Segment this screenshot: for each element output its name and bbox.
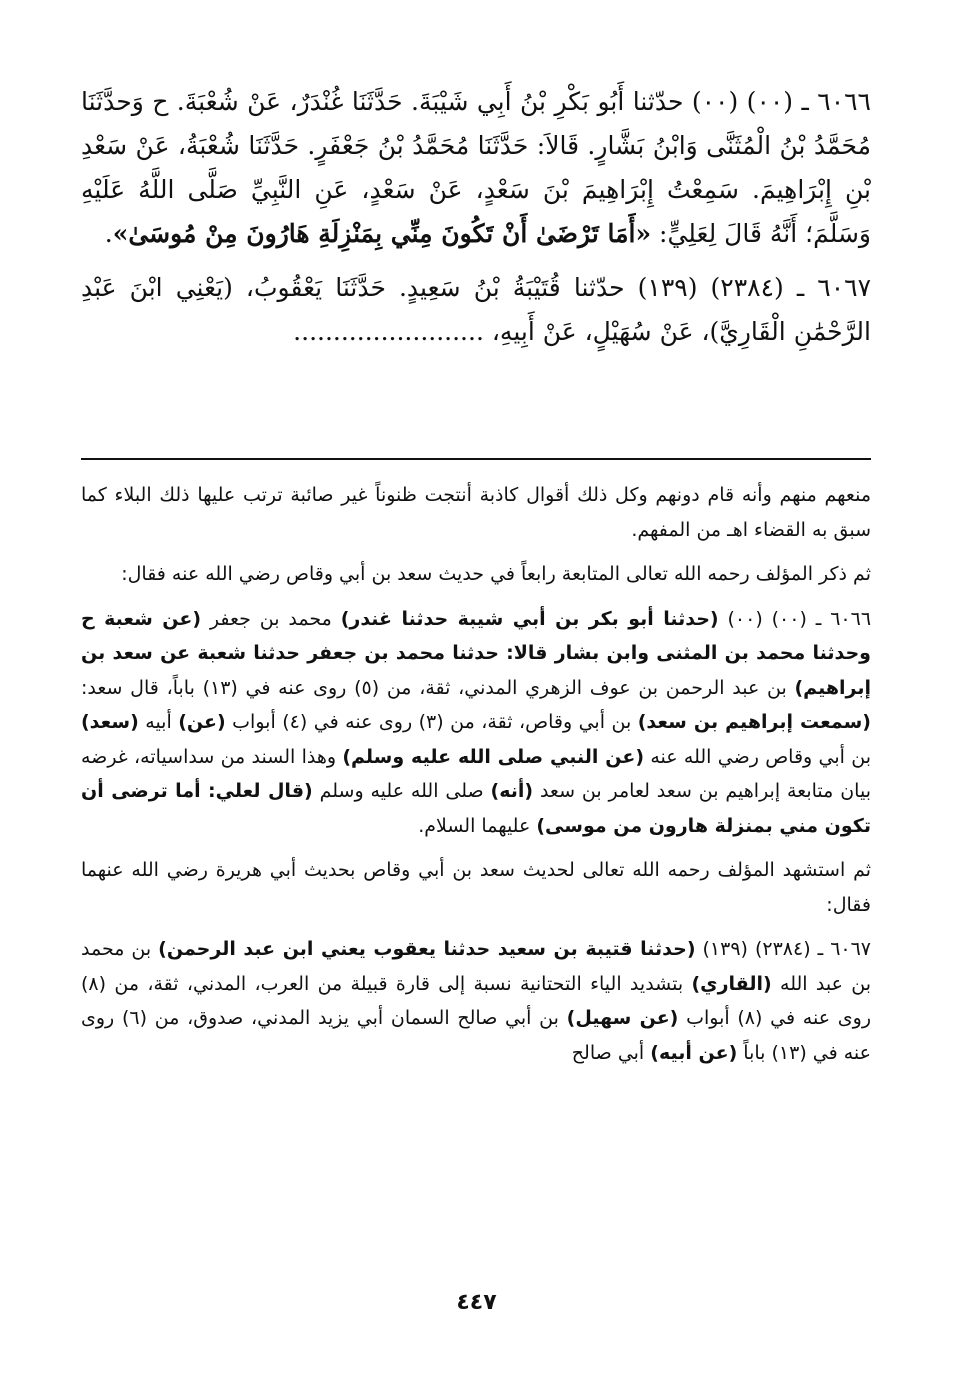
text-run: بتشديد الياء التحتانية نسبة إلى قارة قبيلة من العرب، المدني، ثقة، من (٨) روى عنه في (٨) أبواب	[81, 972, 872, 1029]
text-run: بن أبي صالح السمان أبي يزيد المدني، صدوق، من (٦) روى عنه في (١٣) باباً	[81, 1007, 871, 1064]
commentary-section	[81, 478, 871, 1080]
bold-run: (عن)	[178, 711, 226, 733]
commentary-paragraph-4: ثم استشهد المؤلف رحمه الله تعالى لحديث سعد بن أبي وقاص بحديث أبي هريرة رضي الله عنهما فقال:	[81, 859, 871, 916]
text-run: ٦٠٦٦ ـ (٠٠) (٠٠)	[718, 607, 872, 630]
bold-run: (سمعت إبراهيم بن سعد)	[637, 711, 871, 733]
commentary-paragraph-1: منعهم منهم وأنه قام دونهم وكل ذلك أقوال كاذبة أنتجت ظنوناً غير صائبة ترتب عليها ذلك البلاء كما سبق به القضاء اهـ من المفهم.	[81, 484, 871, 541]
hadith-text-section	[81, 80, 871, 364]
commentary-paragraph-5	[81, 932, 871, 1070]
bold-run: (سعد)	[81, 711, 139, 733]
footnote-divider	[81, 458, 871, 460]
bold-run: (حدثنا أبو بكر بن أبي شيبة حدثنا غندر)	[340, 607, 719, 630]
bold-run: (عن سهيل)	[566, 1007, 679, 1029]
text-run: أبي صالح	[571, 1041, 651, 1064]
text-run: بن أبي وقاص رضي الله عنه	[644, 745, 871, 768]
commentary-paragraph-3	[81, 602, 871, 844]
bold-run: (أنه)	[490, 780, 534, 802]
page-number: ٤٤٧	[456, 1290, 497, 1315]
bold-run: (عن أبيه)	[650, 1041, 738, 1064]
text-run: صلى الله عليه وسلم	[312, 780, 491, 802]
bold-run: (عن النبي صلى الله عليه وسلم)	[342, 745, 645, 768]
text-run: وهذا السند من سداسياته، غرضه بيان متابعة إبراهيم بن سعد لعامر بن سعد	[81, 745, 871, 802]
bold-run: (قال لعلي: أما ترضى أن تكون مني بمنزلة هارون من موسى)	[81, 780, 871, 837]
commentary-paragraph-2: ثم ذكر المؤلف رحمه الله تعالى المتابعة رابعاً في حديث سعد بن أبي وقاص رضي الله عنه فقال:	[121, 563, 871, 585]
text-run: ٦٠٦٧ ـ (٢٣٨٤) (١٣٩)	[695, 938, 872, 960]
text-run: أبيه	[138, 711, 179, 733]
bold-run: (حدثنا قتيبة بن سعيد حدثنا يعقوب يعني ابن عبد الرحمن)	[158, 938, 696, 960]
bold-run: (القاري)	[691, 972, 772, 995]
text-run: بن عبد الرحمن بن عوف الزهري المدني، ثقة، من (٥) روى عنه في (١٣) باباً، قال سعد:	[81, 676, 795, 699]
text-run: محمد بن جعفر	[201, 607, 341, 630]
text-run: بن أبي وقاص، ثقة، من (٣) روى عنه في (٤) أبواب	[225, 711, 638, 733]
hadith-6066	[81, 80, 871, 256]
hadith-6066-end: .	[104, 219, 113, 248]
hadith-6067: ٦٠٦٧ ـ (٢٣٨٤) (١٣٩) حدّثنا قُتَيْبَةُ بْنُ سَعِيدٍ. حَدَّثَنَا يَعْقُوبُ، (يَعْنِي ابْنَ عَبْدِ الرَّحْمَٰنِ الْقَارِيَّ)، عَنْ سُهَيْلٍ، عَنْ أَبِيهِ، ........................	[81, 273, 871, 346]
hadith-6066-saying: «أَمَا تَرْضَىٰ أَنْ تَكُونَ مِنِّي بِمَنْزِلَةِ هَارُونَ مِنْ مُوسَىٰ»	[112, 219, 652, 248]
text-run: بن محمد بن عبد الله	[81, 938, 871, 995]
bold-run: (عن شعبة ح وحدثنا محمد بن المثنى وابن بشار قالا: حدثنا محمد بن جعفر حدثنا شعبة عن سعد بن إبراهيم)	[81, 607, 871, 699]
text-run: عليهما السلام.	[418, 814, 537, 837]
hadith-6066-chain: ٦٠٦٦ ـ (٠٠) (٠٠) حدّثنا أَبُو بَكْرِ بْنُ أَبِي شَيْبَةَ. حَدَّثَنَا غُنْدَرٌ، عَنْ شُعْبَةَ. ح وَحدَّثَنَا مُحَمَّدُ بْنُ الْمُثَنَّى وَابْنُ بَشَّارٍ. قَالاَ: حَدَّثَنَا مُحَمَّدُ بْنُ جَعْفَرٍ. حَدَّثَنَا شُعْبَةُ، عَنْ سَعْدِ بْنِ إِبْرَاهِيمَ. سَمِعْتُ إِبْرَاهِيمَ بْنَ سَعْدٍ، عَنْ سَعْدٍ، عَنِ النَّبِيِّ صَلَّى اللَّهُ عَلَيْهِ وَسَلَّمَ؛ أَنَّهُ قَالَ لِعَلِيٍّ:	[81, 87, 872, 248]
